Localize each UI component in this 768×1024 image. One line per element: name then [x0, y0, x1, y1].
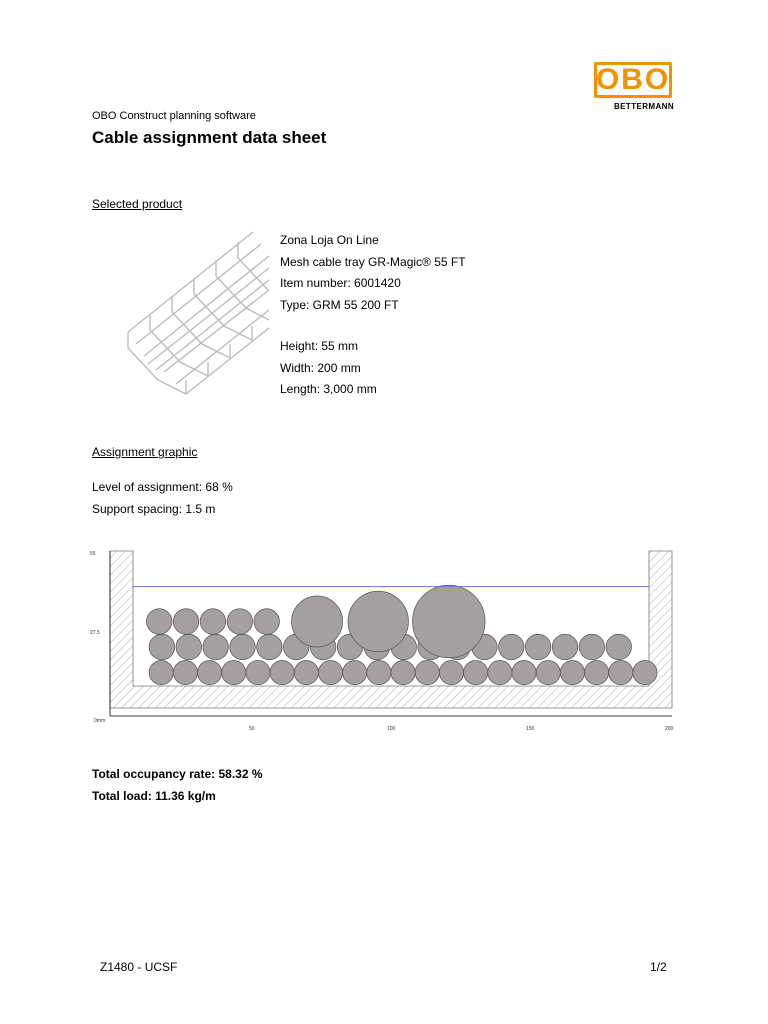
logo-subtext: BETTERMANN — [614, 102, 674, 111]
assignment-level: Level of assignment: 68 % — [92, 480, 233, 494]
cable-tray-image — [118, 224, 276, 404]
cable-2-4 — [254, 609, 280, 635]
x-tick-100: 100 — [387, 726, 396, 732]
logo-mark: OBO — [595, 63, 671, 96]
footer-page-number: 1/2 — [650, 960, 667, 974]
page-title: Cable assignment data sheet — [92, 128, 327, 147]
cable-0-9 — [367, 660, 391, 684]
total-occupancy: Total occupancy rate: 58.32 % — [92, 767, 263, 781]
totals — [92, 763, 263, 807]
project-name: Zona Loja On Line — [280, 233, 379, 247]
cable-2-2 — [200, 609, 226, 635]
support-spacing: Support spacing: 1.5 m — [92, 502, 216, 516]
section-selected-product: Selected product — [92, 197, 183, 211]
cable-0-0 — [149, 660, 173, 684]
software-name: OBO Construct planning software — [92, 110, 256, 122]
assignment-chart — [88, 546, 688, 736]
footer-project-code: Z1480 - UCSF — [100, 960, 178, 974]
section-assignment-graphic: Assignment graphic — [92, 445, 198, 459]
cable-0-10 — [391, 660, 415, 684]
cable-1-14 — [525, 634, 551, 660]
cable-1-1 — [176, 634, 202, 660]
x-tick-0: 0mm — [94, 718, 106, 724]
cable-0-20 — [633, 660, 657, 684]
cable-0-12 — [439, 660, 463, 684]
cable-0-17 — [560, 660, 584, 684]
obo-logo — [594, 62, 676, 111]
cables-group — [146, 585, 657, 684]
cable-0-6 — [294, 660, 318, 684]
product-type: Type: GRM 55 200 FT — [280, 297, 399, 312]
y-tick-55: 55 — [90, 551, 96, 557]
item-number: Item number: 6001420 — [280, 276, 401, 290]
cable-1-2 — [203, 634, 229, 660]
cable-2-3 — [227, 609, 253, 635]
y-tick-27-5: 27.5 — [90, 630, 100, 636]
cable-1-3 — [230, 634, 256, 660]
assignment-info — [92, 476, 233, 520]
cable-0-11 — [415, 660, 439, 684]
product-info — [280, 230, 466, 401]
cable-0-14 — [488, 660, 512, 684]
x-tick-200: 200 — [665, 726, 674, 732]
product-width: Width: 200 mm — [280, 360, 361, 375]
spacer — [280, 316, 466, 336]
cable-4-0 — [348, 591, 408, 651]
cable-5-0 — [413, 585, 486, 658]
cable-0-18 — [585, 660, 609, 684]
cable-0-5 — [270, 660, 294, 684]
cable-0-1 — [173, 660, 197, 684]
cable-0-15 — [512, 660, 536, 684]
x-tick-50: 50 — [249, 726, 255, 732]
cable-1-16 — [579, 634, 605, 660]
cable-2-1 — [173, 609, 199, 635]
product-height: Height: 55 mm — [280, 339, 359, 353]
cable-0-16 — [536, 660, 560, 684]
cable-0-4 — [246, 660, 270, 684]
cable-1-0 — [149, 634, 175, 660]
cable-3-0 — [292, 596, 343, 647]
cable-1-13 — [499, 634, 525, 660]
cable-0-8 — [343, 660, 367, 684]
cable-0-19 — [609, 660, 633, 684]
cable-1-4 — [257, 634, 283, 660]
x-tick-150: 150 — [526, 726, 535, 732]
total-load: Total load: 11.36 kg/m — [92, 789, 216, 803]
cable-2-0 — [146, 609, 172, 635]
product-length: Length: 3,000 mm — [280, 382, 377, 396]
cable-0-13 — [464, 660, 488, 684]
cable-1-15 — [552, 634, 578, 660]
product-name: Mesh cable tray GR-Magic® 55 FT — [280, 254, 466, 269]
cable-0-7 — [318, 660, 342, 684]
cable-1-17 — [606, 634, 632, 660]
cable-0-2 — [198, 660, 222, 684]
cable-0-3 — [222, 660, 246, 684]
